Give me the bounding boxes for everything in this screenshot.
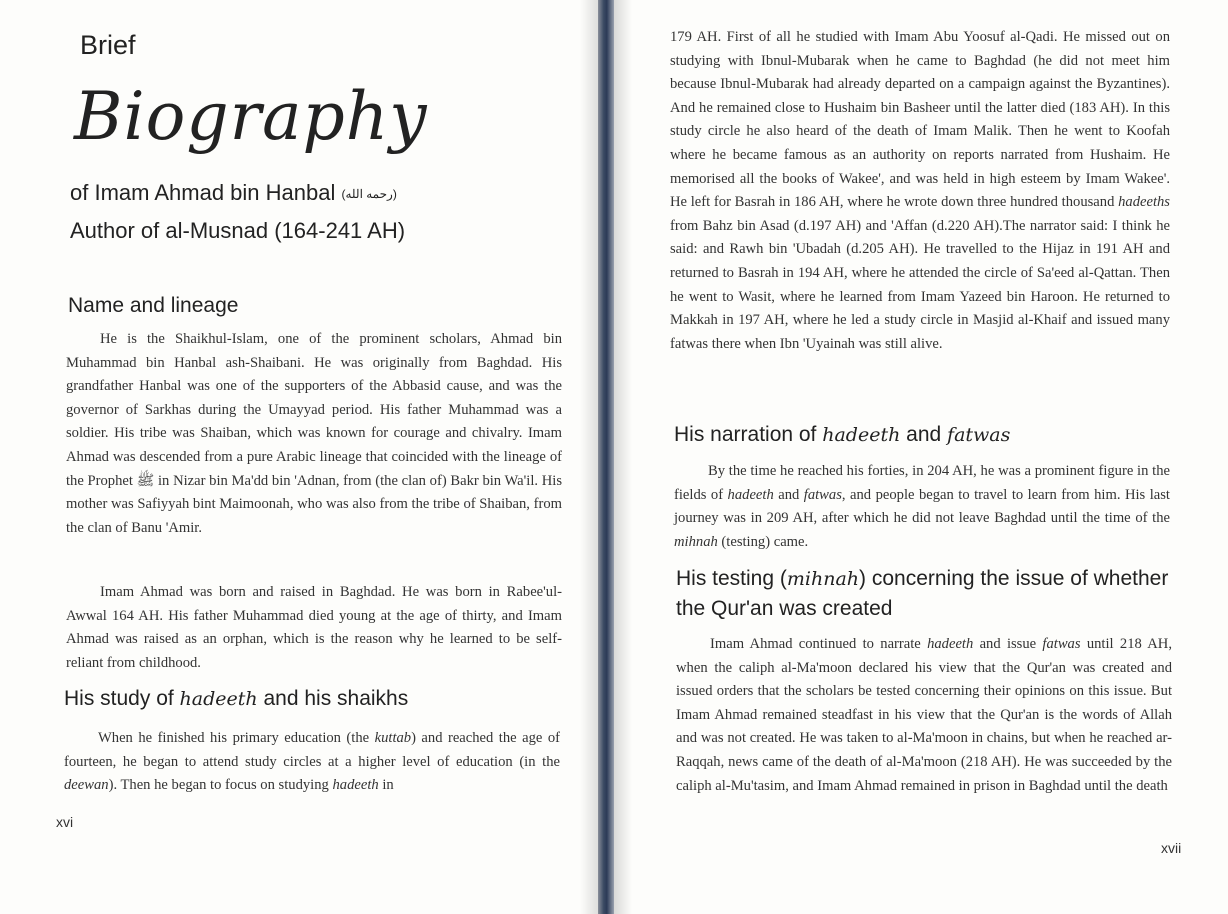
- text-run: (testing) came.: [717, 533, 809, 550]
- title-subtitle-line2: Author of al-Musnad (164-241 AH): [70, 218, 406, 243]
- italic-term: hadeeths: [1118, 194, 1170, 211]
- left-page: [0, 0, 598, 914]
- paragraph-birth: [66, 581, 562, 675]
- heading-italic-term: hadeeth: [822, 424, 901, 446]
- honorific-glyph: (رحمه الله): [341, 187, 397, 202]
- heading-testing: [676, 564, 1176, 624]
- heading-part: His testing (: [676, 567, 787, 590]
- title-subtitle-line1: [70, 180, 397, 206]
- title-brief: Brief: [80, 30, 136, 60]
- heading-part: His study of: [64, 687, 180, 710]
- paragraph-study: [64, 727, 560, 798]
- italic-term: fatwas: [803, 486, 842, 503]
- italic-term: hadeeth: [727, 486, 774, 503]
- text-run: until 218 AH, when the caliph al-Ma'moon declared his view that the Qur'an was created and issued orders that the scholars be tested concerning their opinions on this issue. But Imam Ahmad remained steadfast in his view that the Qur'an is the words of Allah and was not created. He was taken to al-Ma'moon in chains, but when he reached ar-Raqqah, news came of the death of al-Ma'moon (218 AH). He was succeeded by the caliph al-Mu'tasim, and Imam Ahmad remained in prison in Baghdad until the death: [676, 636, 1172, 794]
- heading-part: and: [900, 423, 948, 446]
- text-run: Imam Ahmad continued to narrate: [710, 636, 928, 652]
- text-run: ). Then he began to focus on studying: [108, 777, 333, 794]
- text-run: , and people began to travel to learn from him. His last journey was in 209 AH, after which he did not leave Baghdad until the time of the: [674, 486, 1170, 527]
- text-run: When he finished his primary education (the: [98, 730, 375, 746]
- paragraph-text: [64, 727, 560, 798]
- heading-name-and-lineage: Name and lineage: [68, 294, 239, 317]
- heading-italic-term: hadeeth: [179, 688, 258, 710]
- heading-narration: [674, 420, 1174, 450]
- heading-part: ) concerning the issue of whether the Qur'an was created: [676, 567, 1169, 620]
- italic-term: kuttab: [374, 730, 412, 746]
- text-run: from Bahz bin Asad (d.197 AH) and 'Affan (d.220 AH).The narrator said: I think he said: and Rawh bin 'Ubadah (d.205 AH). He travelled to the Hijaz in 191 AH and returned to Basrah in 194 AH, where he attended the circle of Sa'eed al-Qattan. Then he went to Wasit, where he learned from Imam Yazeed bin Haroon. He returned to Makkah in 197 AH, where he led a study circle in Masjid al-Khaif and issued many fatwas there when Ibn 'Uyainah was still alive.: [670, 217, 1170, 352]
- heading-part: His narration of: [674, 423, 823, 446]
- page-number-left: xvi: [56, 814, 74, 830]
- italic-term: mihnah: [674, 533, 718, 550]
- text-run: and issue: [973, 636, 1043, 652]
- page-number-right: xvii: [1161, 840, 1182, 856]
- italic-term: hadeeth: [927, 636, 974, 652]
- italic-term: hadeeth: [332, 777, 379, 794]
- heading-study-of-hadeeth: [64, 684, 564, 714]
- paragraph-text: [674, 460, 1170, 554]
- paragraph-narration: [674, 460, 1170, 554]
- paragraph-testing: [676, 633, 1172, 798]
- book-gutter: [598, 0, 614, 914]
- subtitle-name: of Imam Ahmad bin Hanbal: [70, 180, 336, 205]
- paragraph-continuation: [670, 26, 1170, 356]
- text-run: By the time he reached his forties, in 204 AH, he was a prominent figure in the fields of: [674, 463, 1170, 503]
- text-run: in: [378, 777, 394, 794]
- paragraph-text: Imam Ahmad was born and raised in Baghdad. He was born in Rabee'ul-Awwal 164 AH. His father Muhammad died young at the age of thirty, and Imam Ahmad was raised as an orphan, which is the reason why he learned to be self-reliant from childhood.: [66, 584, 562, 671]
- text-run: ) and reached the age of fourteen, he began to attend study circles at a higher level of education (in the: [64, 730, 560, 770]
- text-run: and: [773, 486, 804, 503]
- paragraph-text: He is the Shaikhul-Islam, one of the prominent scholars, Ahmad bin Muhammad bin Hanbal ash-Shaibani. He was originally from Baghdad. His grandfather Hanbal was one of the supporters of the Abbasid cause, and was the governor of Sarkhas during the Umayyad period. His father Muhammad was a soldier. His tribe was Shaiban, which was known for courage and chivalry. Imam Ahmad was descended from a pure Arabic lineage that coincided with the lineage of the Prophet ﷺ in Nizar bin Ma'dd bin 'Adnan, from (the clan of) Bakr bin Wa'il. His mother was Safiyyah bint Maimoonah, who was also from the tribe of Shaiban, from the clan of Banu 'Amir.: [66, 331, 563, 536]
- paragraph-name-and-lineage: [66, 328, 562, 540]
- title-biography-script: Biography: [74, 78, 428, 155]
- heading-part: and his shaikhs: [257, 687, 409, 710]
- paragraph-text: [676, 633, 1172, 798]
- heading-italic-term: fatwas: [947, 424, 1011, 446]
- heading-italic-term: mihnah: [786, 568, 860, 590]
- text-run: 179 AH. First of all he studied with Imam Abu Yoosuf al-Qadi. He missed out on studying with Ibnul-Mubarak when he came to Baghdad (he did not meet him because Ibnul-Mubarak had already departed on a campaign against the Byzantines). And he remained close to Hushaim bin Basheer until the latter died (183 AH). In this study circle he also heard of the death of Imam Malik. Then he went to Koofah where he became famous as an authority on reports narrated from Hushaim. He memorised all the books of Wakee', and was held in high esteem by Imam Wakee'. He left for Basrah in 186 AH, where he wrote down three hundred thousand: [670, 29, 1170, 211]
- paragraph-text: [670, 26, 1170, 356]
- italic-term: fatwas: [1042, 636, 1081, 652]
- italic-term: deewan: [64, 777, 109, 794]
